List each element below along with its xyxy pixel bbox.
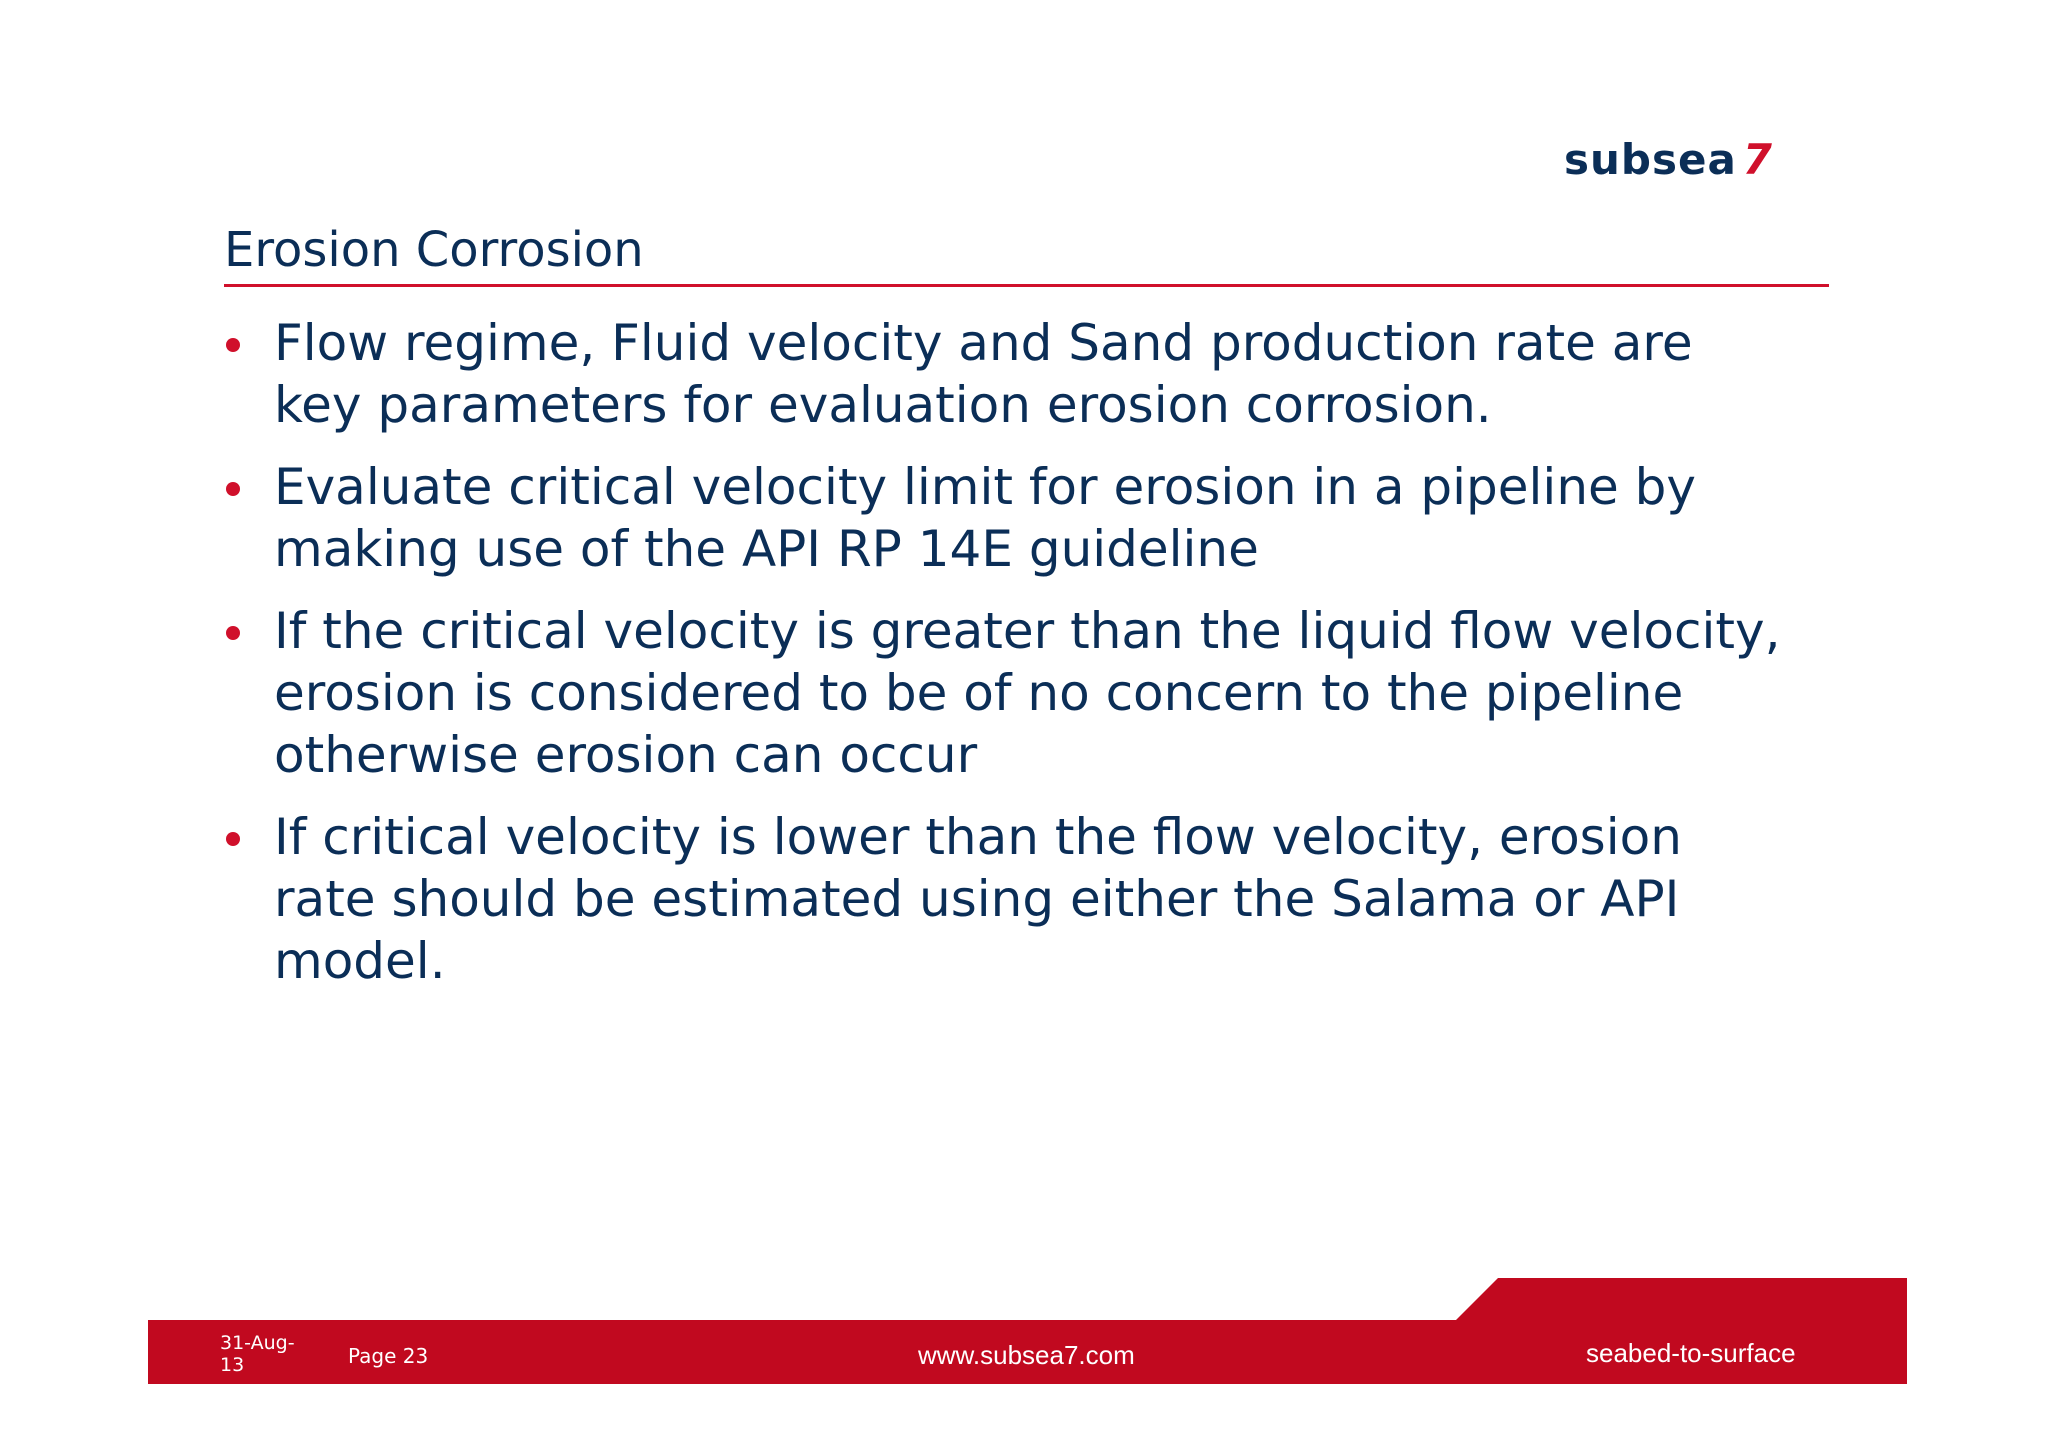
bullet-item [222, 806, 1782, 992]
slide-title: Erosion Corrosion [224, 222, 644, 278]
bullet-dot-icon [226, 338, 240, 352]
bullet-text: Flow regime, Fluid velocity and Sand production rate are key parameters for evaluation erosion corrosion. [274, 314, 1693, 434]
logo-word: subsea [1564, 135, 1737, 184]
bullet-dot-icon [226, 832, 240, 846]
footer-page-number: Page 23 [348, 1344, 429, 1368]
title-divider [224, 284, 1829, 287]
bullet-text: Evaluate critical velocity limit for erosion in a pipeline by making use of the API RP 14E guideline [274, 458, 1696, 578]
footer-tagline: seabed-to-surface [1586, 1338, 1796, 1368]
bullet-item [222, 600, 1782, 786]
logo-wordmark [1564, 134, 1773, 186]
bullet-text: If the critical velocity is greater than the liquid flow velocity, erosion is considered to be of no concern to the pipeline otherwise erosion can occur [274, 602, 1781, 784]
footer-date: 31-Aug- 13 [220, 1332, 295, 1376]
footer-website: www.subsea7.com [918, 1340, 1135, 1370]
slide-footer [148, 1278, 1907, 1384]
company-logo [1564, 134, 1844, 186]
bullet-dot-icon [226, 482, 240, 496]
bullet-text: If critical velocity is lower than the flow velocity, erosion rate should be estimated using either the Salama or API model. [274, 808, 1682, 990]
bullet-item [222, 456, 1782, 580]
bullet-list [222, 312, 1782, 1012]
footer-tab-shape [1454, 1278, 1907, 1322]
bullet-dot-icon [226, 626, 240, 640]
logo-number: 7 [1742, 135, 1774, 184]
bullet-item [222, 312, 1782, 436]
